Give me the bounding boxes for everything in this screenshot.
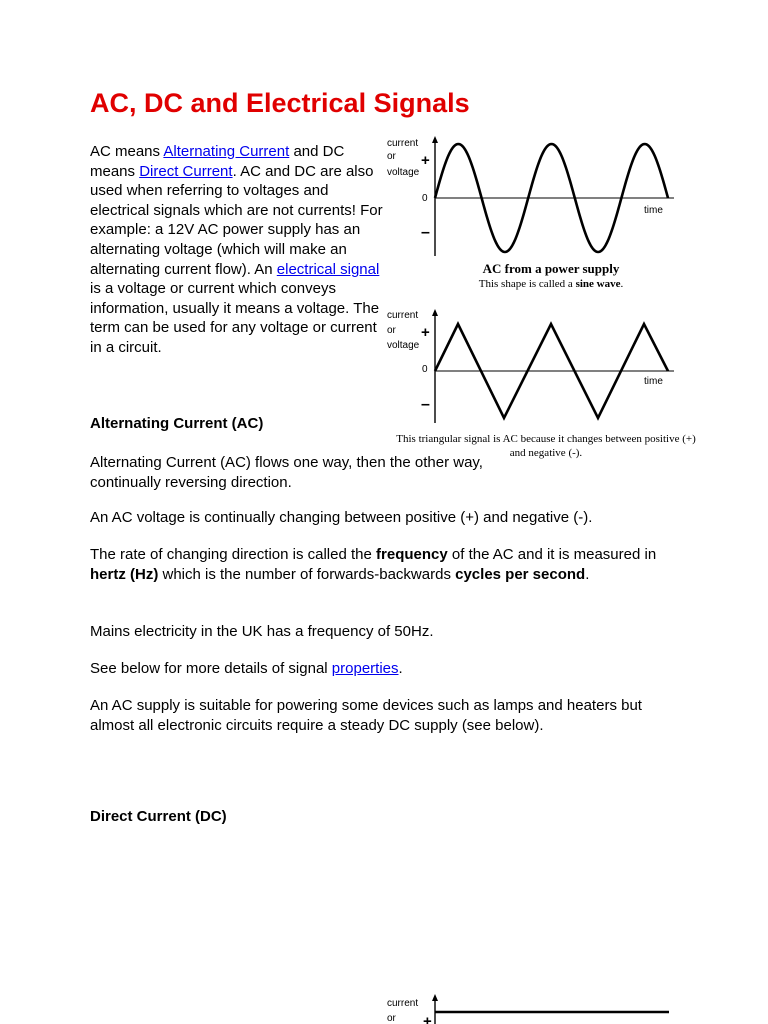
axis-label-voltage: voltage	[387, 340, 420, 351]
intro-paragraph: AC means Alternating Current and DC means Direct Current. AC and DC are also used when referring to voltages and electrical signals which are not currents! For example: a 12V AC power supply has an alternating voltage (which will make an alternating current flow). An electrical signal is a voltage or current which conveys information, usually it means a voltage. The term can be used for any voltage or current in a circuit.	[90, 143, 383, 356]
y-axis-arrow	[432, 136, 438, 143]
ac-paragraph-mains: Mains electricity in the UK has a frequency of 50Hz.	[90, 623, 434, 640]
alternating-current-link[interactable]: Alternating Current	[163, 143, 290, 160]
ac-section-heading: Alternating Current (AC)	[90, 415, 264, 432]
sine-wave-figure	[386, 136, 676, 258]
triangle-wave-graph	[386, 307, 676, 425]
triangle-wave-figure	[386, 307, 676, 425]
ac-paragraph-properties: See below for more details of signal properties.	[90, 660, 403, 677]
y-axis-arrow	[432, 994, 438, 1001]
axis-label-time: time	[644, 205, 663, 216]
minus-sign: –	[421, 396, 430, 413]
sine-caption: This shape is called a sine wave.	[478, 278, 624, 290]
ac-paragraph-frequency: The rate of changing direction is called the frequency of the AC and it is measured in hertz (Hz) which is the number of forwards-backwards cycles per second.	[90, 546, 657, 583]
ac-paragraph-supply: An AC supply is suitable for powering some devices such as lamps and heaters but almost all electronic circuits require a steady DC supply (see below).	[90, 697, 642, 734]
y-axis-arrow	[432, 309, 438, 316]
electrical-signal-link[interactable]: electrical signal	[276, 260, 380, 278]
minus-sign: –	[421, 224, 430, 241]
zero-label: 0	[422, 364, 428, 375]
ac-paragraph-2: An AC voltage is continually changing between positive (+) and negative (-).	[90, 509, 593, 526]
triangle-caption: This triangular signal is AC because it changes between positive (+) and negative (-).	[396, 433, 696, 459]
axis-label-or: or	[387, 1013, 396, 1024]
ac-paragraph-1: Alternating Current (AC) flows one way, then the other way, continually reversing direction.	[90, 454, 483, 491]
plus-sign: +	[423, 1013, 432, 1024]
dc-section-heading: Direct Current (DC)	[90, 808, 227, 825]
zero-label: 0	[422, 193, 428, 204]
axis-label-current: current	[387, 998, 419, 1009]
axis-label-or: or	[387, 151, 396, 162]
axis-label-voltage: voltage	[387, 167, 420, 178]
properties-link[interactable]: properties	[331, 660, 399, 677]
plus-sign: +	[421, 152, 430, 169]
axis-label-current: current	[387, 138, 419, 149]
dc-graph	[386, 992, 676, 1024]
sine-wave-graph	[386, 136, 676, 258]
axis-label-current: current	[387, 310, 419, 321]
dc-graph-figure	[386, 992, 676, 1024]
direct-current-link[interactable]: Direct Current	[139, 162, 233, 180]
axis-label-or: or	[387, 325, 396, 336]
page-title: AC, DC and Electrical Signals	[90, 88, 470, 118]
plus-sign: +	[421, 324, 430, 341]
sine-caption-title: AC from a power supply	[482, 261, 620, 276]
axis-label-time: time	[644, 376, 663, 387]
